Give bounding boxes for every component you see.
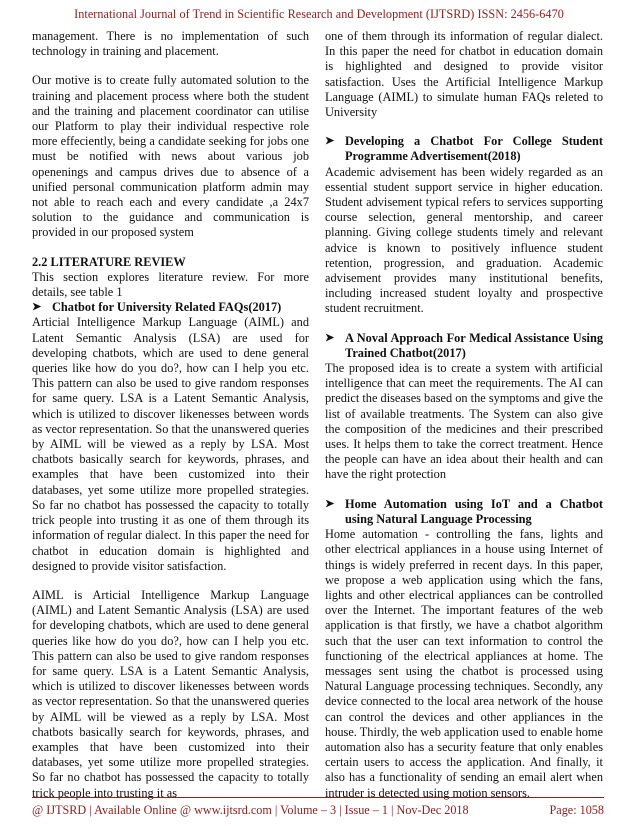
paragraph: This section explores literature review. For more details, see table 1 [32,269,309,300]
paragraph: Our motive is to create fully automated solution to the training and placement process where both the student and the training and placement coordinator can utilise our Platform to play their individual respective role more effeciently, being a candidate seeking for jobs one must be notified with news about various job openenings and campus drives due to absence of a unified personal communication platform admin may not able to reach each and every candidate ,a 24x7 solution to the guidance and communication is provided in our proposed system [32,73,309,240]
list-item-heading [325,331,603,361]
journal-header: International Journal of Trend in Scientific Research and Development (IJTSRD) ISSN: 2456-6470 [74,7,564,21]
right-column [325,29,603,801]
left-column [32,29,309,801]
paragraph: one of them through its information of regular dialect. In this paper the need for chatbot in education domain is highlighted and designed to provide visitor satisfaction. Uses the Artificial Intelligence Markup Language (AIML) to simulate human FAQs releted to University [325,29,603,120]
paragraph: management. There is no implementation of such technology in training and placement. [32,29,309,59]
paragraph: AIML is Articial Intelligence Markup Language (AIML) and Latent Semantic Analysis (LSA) are used for developing chatbots, which are used to dene general queries like how do you do?, how can I help you etc. This pattern can also be used to give random responses for same query. LSA is a Latent Semantic Analysis, which is utilized to discover likenesses between words as vector representation. So that the unanswered queries by AIML will be viewed as a reply by LSA. Most chatbots basically search for keywords, phrases, and examples that have been customized into their databases, yet some utilize more propelled strategies. So far no chatbot has possessed the capacity to totally trick people into trusting it as [32,587,309,800]
item-title: A Noval Approach For Medical Assistance Using Trained Chatbot(2017) [345,330,603,360]
arrow-bullet-icon: ➤ [32,301,42,314]
arrow-bullet-icon: ➤ [325,135,335,148]
item-title: Chatbot for University Related FAQs(2017) [52,300,282,315]
item-title: Developing a Chatbot For College Student Programme Advertisement(2018) [345,134,603,164]
section-heading: 2.2 LITERATURE REVIEW [32,254,186,269]
footer-citation: @ IJTSRD | Available Online @ www.ijtsrd.com | Volume – 3 | Issue – 1 | Nov-Dec 2018 [32,803,469,817]
paragraph: Articial Intelligence Markup Language (AIML) and Latent Semantic Analysis (LSA) are used for developing chatbots, which are used to dene general queries like how do you do?, how can I help you etc. This pattern can also be used to give random responses for same query. LSA is a Latent Semantic Analysis, which is utilized to discover likenesses between words as vector representation. So that the unanswered queries by AIML will be viewed as a reply by LSA. Most chatbots basically search for keywords, phrases, and examples that have been customized into their databases, yet some utilize more propelled strategies. So far no chatbot has possessed the capacity to totally trick people into trusting it as one of them through its information of regular dialect. In this paper the need for chatbot in education domain is highlighted and designed to provide visitor satisfaction. [32,315,309,573]
list-item-heading [325,497,603,527]
list-item-heading [32,300,309,315]
page-footer [32,803,604,818]
list-item-heading [325,134,603,164]
arrow-bullet-icon: ➤ [325,497,335,510]
page-number: Page: 1058 [549,803,604,817]
footer-divider [32,797,604,798]
paragraph: The proposed idea is to create a system with artificial intelligence that can meet the requirements. The AI can predict the diseases based on the symptoms and give the list of available treatments. The System can also give the composition of the medicines and their prescribed uses. It helps them to take the correct treatment. Hence the people can have an idea about their health and can have the right protection [325,361,604,482]
arrow-bullet-icon: ➤ [325,331,335,344]
paragraph: Academic advisement has been widely regarded as an essential student support service in higher education. Student advisement typical refers to services supporting course selection, general mentorship, and career planning. Giving college students timely and relevant advice is known to positively influence student retention, progression, and graduation. Academic advisement provides many institutional benefits, including increased student loyalty and prospective student recruitment. [325,164,603,316]
item-title: Home Automation using IoT and a Chatbot using Natural Language Processing [345,496,603,526]
paragraph: Home automation - controlling the fans, lights and other electrical appliances in a house using Internet of things is widely preferred in recent days. In this paper, we propose a web application using which the fans, lights and other electrical appliances can be controlled over the Internet. The important features of the web application is that firstly, we have a chatbot algorithm such that the user can text information to control the functioning of the electrical appliances at home. The messages sent using the chatbot is processed using Natural Language processing techniques. Secondly, any device connected to the local area network of the house can control the devices and other appliances in the house. Thirdly, the web application used to enable home automation also has a security feature that only enables certain users to access the application. And finally, it also has a functionality of sending an email alert when intruder is detected using motion sensors. [325,527,604,800]
